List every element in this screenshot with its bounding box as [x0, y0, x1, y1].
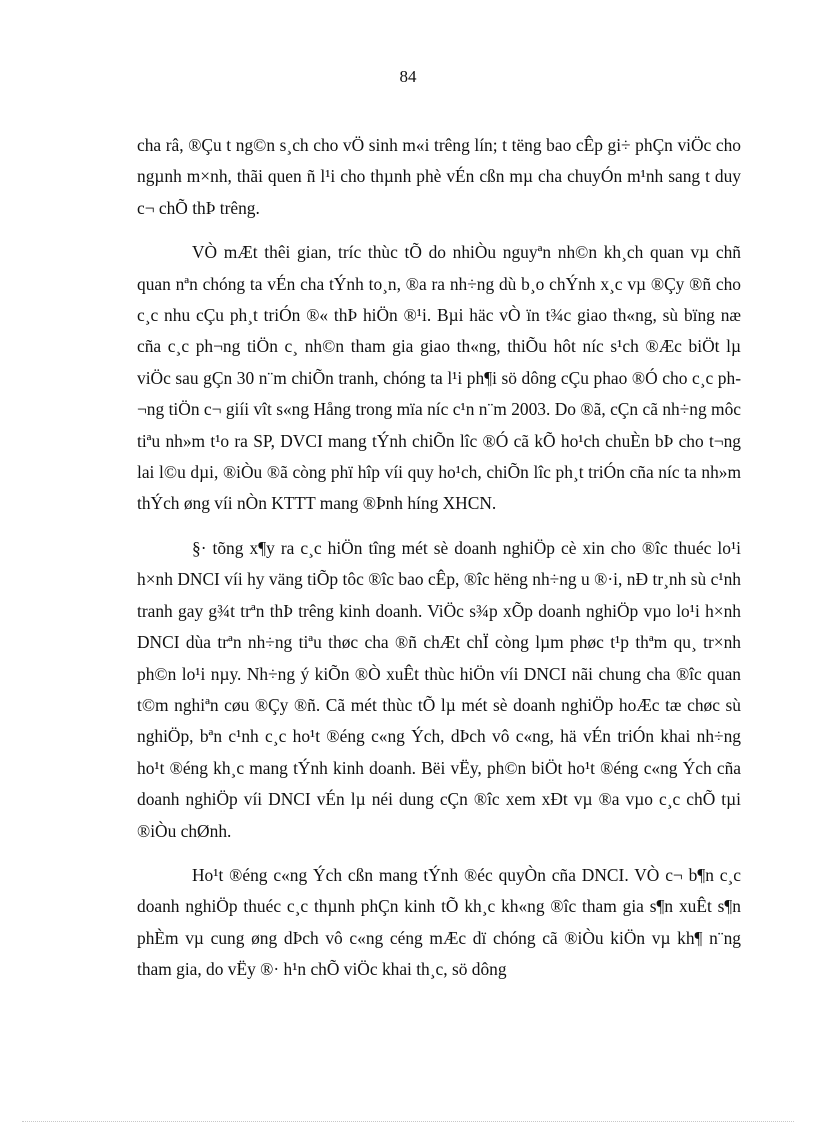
page-number: 84: [399, 67, 417, 86]
body-text: [137, 130, 741, 999]
footer-dotted-rule: [22, 1121, 794, 1122]
paragraph-1: cha râ, ®Çu t ng©n s¸ch cho vÖ sinh m«i trêng lín; t tëng bao cÊp gi÷ phÇn viÖc cho ngµnh m×nh, thãi quen ñ l¹i cho thµnh phè vÉn cßn mµ cha chuyÓn m¹nh sang t duy c¬ chÕ thÞ trêng.: [137, 135, 741, 218]
paragraph-3: §· tõng x¶y ra c¸c hiÖn tîng mét sè doanh nghiÖp cè xin cho ®îc thuéc lo¹i h×nh DNCI víi hy väng tiÕp tôc ®îc bao cÊp, ®îc hëng nh÷ng u ®·i, nÐ tr¸nh sù c¹nh tranh gay g¾t trªn thÞ trêng kinh doanh. ViÖc s¾p xÕp doanh nghiÖp vµo lo¹i h×nh DNCI dùa trªn nh÷ng tiªu thøc cha ®ñ chÆt chÏ còng lµm phøc t¹p thªm qu¸ tr×nh ph©n lo¹i nµy. Nh÷ng ý kiÕn ®Ò xuÊt thùc hiÖn víi DNCI nãi chung cha ®îc quan t©m nghiªn cøu ®Çy ®ñ. Cã mét thùc tÕ lµ mét sè doanh nghiÖp hoÆc tæ chøc sù nghiÖp, bªn c¹nh c¸c ho¹t ®éng c«ng Ých, dÞch vô c«ng, hä vÉn triÓn khai nh÷ng ho¹t ®éng kh¸c mang tÝnh kinh doanh. Bëi vËy, ph©n biÖt ho¹t ®éng c«ng Ých cña doanh nghiÖp víi DNCI vÉn lµ néi dung cÇn ®îc xem xÐt vµ ®a vµo c¸c chÕ tµi ®iÒu chØnh.: [137, 537, 741, 841]
paragraph-2: VÒ mÆt thêi gian, tríc thùc tÕ do nhiÒu nguyªn nh©n kh¸ch quan vµ chñ quan nªn chóng ta vÉn cha tÝnh to¸n, ®a ra nh÷ng dù b¸o chÝnh x¸c vµ ®Çy ®ñ cho c¸c nhu cÇu ph¸t triÓn ®« thÞ hiÖn ®¹i. Bµi häc vÒ ïn t¾c giao th«ng, sù bïng næ cña c¸c ph¬ng tiÖn c¸ nh©n tham gia giao th«ng, thiÕu hôt níc s¹ch ®Æc biÖt lµ viÖc sau gÇn 30 n¨m chiÕn tranh, chóng ta l¹i ph¶i sö dông cÇu phao ®Ó cho c¸c ph¬ng tiÖn c¬ giíi vît s«ng Hång trong mïa níc c¹n n¨m 2003. Do ®ã, cÇn cã nh÷ng môc tiªu nh»m t¹o ra SP, DVCI mang tÝnh chiÕn lîc ®Ó cã kÕ ho¹ch chuÈn bÞ cho t¬ng lai l©u dµi, ®iÒu ®ã còng phï hîp víi quy ho¹ch, chiÕn lîc ph¸t triÓn cña níc ta nh»m thÝch øng víi nÒn KTTT mang ®Þnh híng XHCN.: [137, 242, 741, 514]
paragraph-4: Ho¹t ®éng c«ng Ých cßn mang tÝnh ®éc quyÒn cña DNCI. VÒ c¬ b¶n c¸c doanh nghiÖp thuéc c¸c thµnh phÇn kinh tÕ kh¸c kh«ng ®îc tham gia s¶n xuÊt s¶n phÈm vµ cung øng dÞch vô c«ng céng mÆc dï chóng cã ®iÒu kiÖn vµ kh¶ n¨ng tham gia, do vËy ®· h¹n chÕ viÖc khai th¸c, sö dông: [137, 864, 741, 980]
